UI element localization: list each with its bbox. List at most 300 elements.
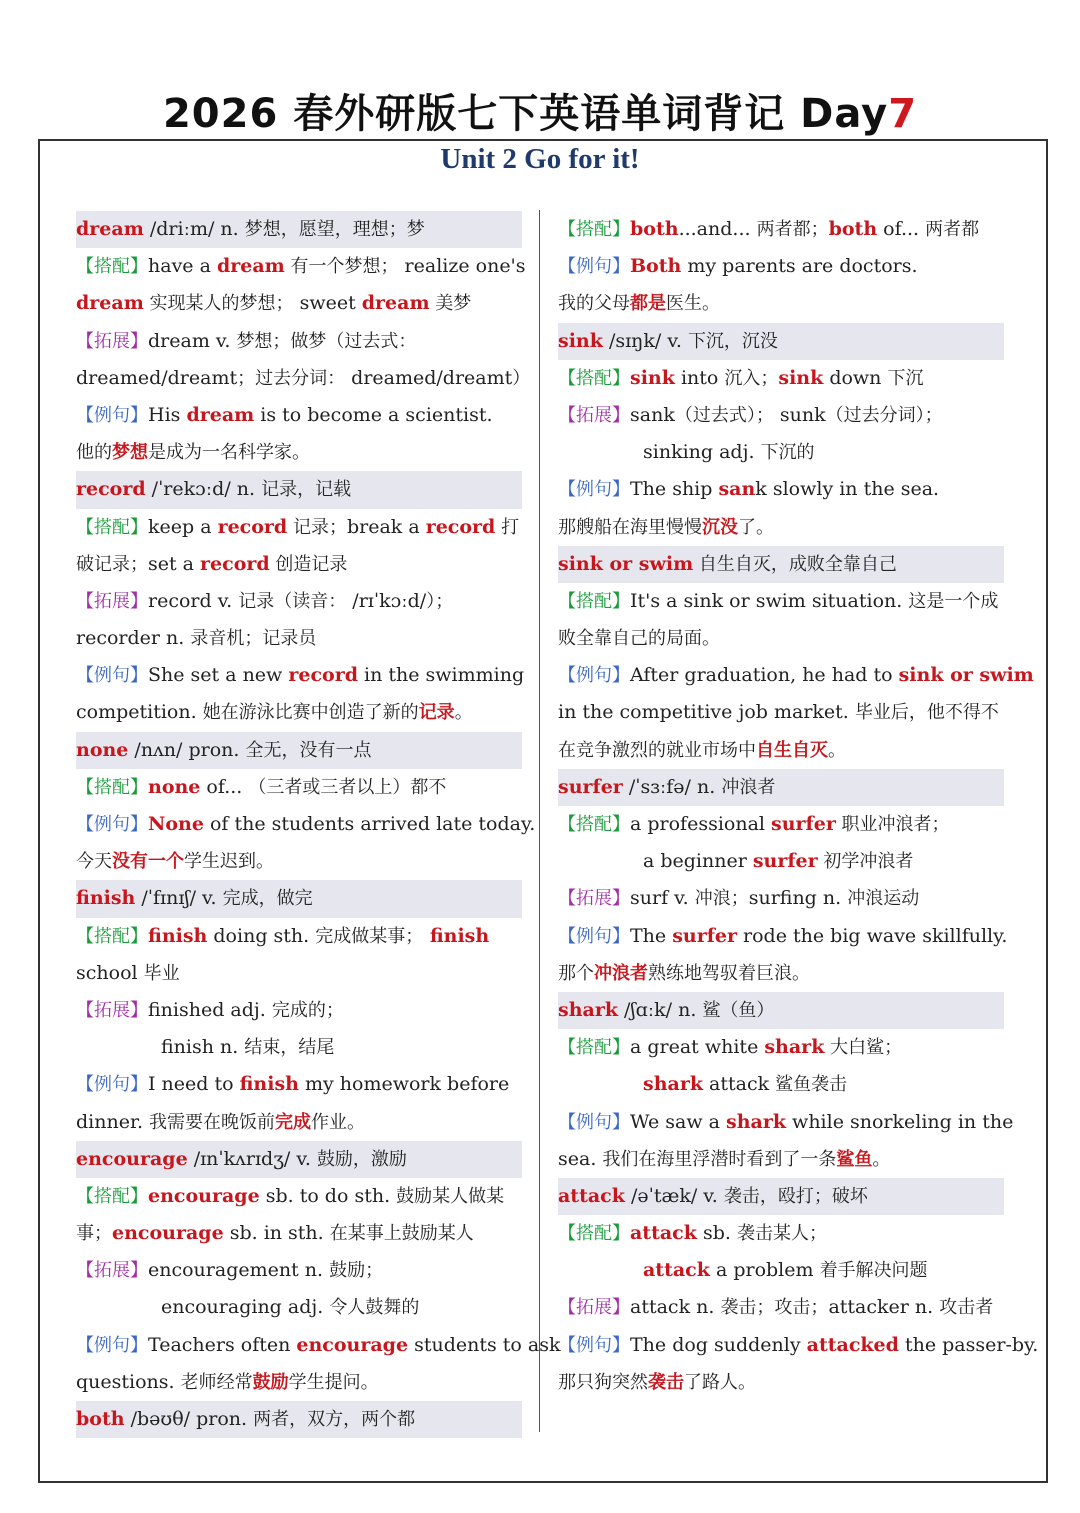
headword-row [558,992,1004,1029]
chinese-text: 鲨（鱼） [702,999,775,1021]
english-text: dreamed/dreamt [76,366,238,389]
chinese-text: 这是一个成 [908,590,999,612]
english-text: set a [148,552,201,575]
entry-line [76,1215,522,1252]
chinese-text: 完成，做完 [222,888,313,910]
chinese-text: 沉入； [724,367,779,389]
english-text: encouragement n. [148,1259,330,1282]
chinese-text: 自生自灭，成败全靠自己 [693,553,897,575]
chinese-text: 冲浪； [694,888,749,910]
english-text: surfing n. [748,887,848,910]
collocation-tag: 【搭配】 [76,516,148,538]
keyword: finish [423,924,490,947]
entry-line [76,546,522,583]
chinese-text: 在竞争激烈的就业市场中 [558,739,756,761]
english-text: the passer-by. [898,1333,1039,1356]
entry-line [76,918,522,955]
chinese-text: 鲨鱼袭击 [775,1074,848,1096]
keyword: sink or swim [558,552,694,575]
entry-line [558,248,1004,285]
chinese-text: 鼓励某人做某 [396,1185,505,1207]
column-divider [539,210,540,1432]
entry-line [558,1252,1004,1289]
keyword: None [148,813,204,835]
entry-line [76,955,522,992]
chinese-text: 着手解决问题 [819,1260,928,1282]
example-tag: 【例句】 [558,925,630,947]
entry-line [558,955,1004,992]
example-tag: 【例句】 [76,814,148,835]
keyword: Both [630,255,682,278]
english-text: while snorkeling in the [786,1110,1014,1133]
example-tag: 【例句】 [558,1111,630,1133]
english-text: sea. [558,1147,603,1170]
chinese-text: 全无，没有一点 [245,739,372,761]
keyword: record [200,552,270,575]
keyword: shark [558,998,618,1021]
keyword: attacked [806,1333,899,1356]
english-text: The [630,924,673,947]
english-text: After graduation, he had to [630,664,899,687]
highlight-translation: 冲浪者 [594,962,648,984]
english-text: /əˈtæk/ v. [624,1184,724,1207]
keyword: dream [76,218,144,240]
extension-tag: 【拓展】 [558,1297,630,1319]
english-text: We saw a [630,1110,727,1133]
highlight-translation: 自生自灭 [756,739,828,761]
highlight-translation: 沉没 [702,516,738,538]
english-text: /ˈfɪnɪʃ/ v. [135,887,223,910]
extension-tag: 【拓展】 [76,590,148,612]
chinese-text: 鼓励； [329,1260,384,1282]
english-text: students to ask [408,1333,561,1356]
chinese-text: 。 [454,702,473,724]
chinese-text: 有一个梦想； [284,256,399,278]
english-text: of the students arrived late today. [203,813,536,835]
right-column [558,211,1039,1401]
keyword: both [828,218,878,240]
entry-line [558,1029,1004,1066]
entry-line [76,434,522,471]
chinese-text: 结束，结尾 [244,1037,335,1059]
chinese-text: 那只狗突然 [558,1371,648,1393]
entry-line [558,1141,1004,1178]
entry-line [558,1104,1014,1141]
keyword: sink or swim [898,664,1034,687]
collocation-tag: 【搭配】 [558,367,630,389]
chinese-text: 破记录； [76,553,148,575]
chinese-text: 败全靠自己的局面。 [558,628,720,650]
entry-line [76,397,522,434]
english-text: sb. [696,1222,737,1245]
chinese-text: 两者都； [756,219,829,240]
chinese-text: 梦想；做梦（过去式： [236,330,417,352]
english-text: attack [703,1073,776,1096]
chinese-text: 攻击者 [939,1297,994,1319]
entry-line [558,360,1004,397]
extension-tag: 【拓展】 [76,999,148,1021]
keyword: finish [148,924,208,947]
keyword: attack [630,1222,697,1245]
keyword: record [217,515,288,538]
chinese-text: 我的父母 [558,293,630,315]
page-title [0,82,1080,139]
english-text: /driːm/ n. [143,218,245,240]
english-text: a problem [709,1259,820,1282]
entry-line [76,694,522,731]
chinese-text: 事； [76,1223,112,1245]
english-text: of... [200,775,249,798]
page-title-day-number: 7 [888,91,918,137]
chinese-text: 实现某人的梦想； [143,293,294,315]
entry-line [76,1327,561,1364]
chinese-text: 作业。 [311,1111,366,1133]
chinese-text: 他的 [76,442,112,464]
chinese-text: 袭击某人； [736,1223,827,1245]
english-text: It's a sink or swim situation. [630,589,909,612]
english-text: sb. to do sth. [259,1184,397,1207]
entry-line [76,1289,522,1326]
chinese-text: 记录（读音： [238,590,347,612]
english-text: a professional [630,813,772,835]
entry-line [76,620,522,657]
english-text: realize one's [398,255,526,278]
keyword: shark [726,1110,787,1133]
highlight-translation: 鼓励 [252,1371,289,1393]
collocation-tag: 【搭配】 [76,925,148,947]
entry-line [558,620,1004,657]
keyword: record [76,478,146,501]
entry-line [558,806,1004,843]
headword-row [76,880,522,917]
extension-tag: 【拓展】 [76,1260,148,1282]
english-text: down [823,366,888,389]
chinese-text: （过去分词）； [825,404,943,426]
keyword: dream [216,255,285,278]
left-column [76,211,561,1438]
chinese-text: 两者都 [925,219,980,240]
entry-line [558,657,1034,694]
chinese-text: 在某事上鼓励某人 [329,1223,474,1245]
chinese-text: 学生迟到。 [184,851,274,873]
english-text: have a [148,255,217,278]
chinese-text: 那艘船在海里慢慢 [558,516,702,538]
english-text: /ʃɑːk/ n. [618,998,703,1021]
chinese-text: 熟练地驾驭着巨浪。 [648,962,810,984]
english-text: The ship [630,478,719,501]
entry-line [76,806,536,843]
collocation-tag: 【搭配】 [558,219,630,240]
keyword: encourage [112,1222,224,1245]
chinese-text: 学生提问。 [288,1371,379,1393]
example-tag: 【例句】 [76,1074,148,1096]
entry-line [558,434,1004,471]
english-text: /ˈsɜːfə/ n. [622,775,722,798]
headword-row [558,769,1004,806]
entry-line [76,769,522,806]
keyword: encourage [148,1184,260,1207]
english-text: The dog suddenly [630,1333,807,1356]
chinese-text: 毕业后，他不得不 [854,702,999,724]
headword-row [558,1178,1004,1215]
entry-line [76,509,522,546]
keyword: both [630,218,679,240]
chinese-text: 今天 [76,851,112,873]
chinese-text: 下沉 [887,367,924,389]
english-text: doing sth. [207,924,316,947]
headword-row [558,323,1004,360]
keyword: sink [630,366,675,389]
english-text: surf v. [630,887,695,910]
keyword: surfer [771,813,836,835]
keyword: dream [361,292,430,315]
entry-line [558,1327,1039,1364]
entry-line [558,1289,1004,1326]
entry-line [76,1029,522,1066]
collocation-tag: 【搭配】 [558,1037,630,1059]
english-text: rode the big wave skillfully. [737,924,1008,947]
chinese-text: 是成为一名科学家。 [148,442,310,464]
example-tag: 【例句】 [76,1334,148,1356]
entry-line [76,248,526,285]
english-text: ...and... [678,218,757,240]
chinese-text: 老师经常 [180,1371,253,1393]
chinese-text: 我需要在晚饭前 [149,1111,276,1133]
entry-line [76,285,522,322]
english-text: sinking adj. [643,441,761,464]
page-title-main: 2026 春外研版七下英语单词背记 Day [162,91,889,137]
english-text: /nʌn/ pron. [128,738,246,761]
english-text: my parents are doctors. [681,255,918,278]
entry-line [76,1178,522,1215]
chinese-text: 。 [828,739,846,761]
keyword: both [76,1408,125,1430]
chinese-text: 袭击，殴打；破坏 [723,1185,868,1207]
entry-line [558,583,1004,620]
collocation-tag: 【搭配】 [558,1223,630,1245]
english-text: my homework before [298,1073,510,1096]
chinese-text: 令人鼓舞的 [329,1297,420,1319]
keyword: none [76,738,129,761]
english-text: in the competitive job market. [558,701,855,724]
chinese-text: 美梦 [429,293,472,315]
chinese-text: 录音机；记录员 [190,628,317,650]
entry-line [558,471,1004,508]
english-text: recorder n. [76,627,191,650]
headword-row [76,471,522,508]
chinese-text: 下沉的 [760,442,815,464]
keyword: encourage [76,1147,188,1170]
keyword: sink [778,366,824,389]
entry-line [76,583,522,620]
collocation-tag: 【搭配】 [76,1185,148,1207]
entry-line [76,323,522,360]
entry-line [76,843,522,880]
chinese-text: 下沉，沉没 [687,330,778,352]
chinese-text: 袭击；攻击； [720,1297,829,1319]
highlight-translation: 鲨鱼 [836,1148,873,1170]
english-text: into [674,366,725,389]
english-text: finish n. [161,1036,245,1059]
english-text: a beginner [643,850,753,873]
chinese-text: 毕业 [143,962,180,984]
english-text: attacker n. [828,1296,940,1319]
english-text: keep a [148,515,218,538]
english-text: sb. in sth. [223,1222,330,1245]
english-text: /sɪŋk/ v. [602,329,688,352]
english-text: questions. [76,1370,181,1393]
entry-line [76,1252,522,1289]
chinese-text: 。 [872,1148,891,1170]
keyword: attack [643,1259,710,1282]
collocation-tag: 【搭配】 [558,590,630,612]
entry-line [558,211,1004,248]
english-text: a great white [630,1036,765,1059]
keyword: attack [558,1184,625,1207]
chinese-text: 了。 [738,516,774,538]
collocation-tag: 【搭配】 [558,814,630,835]
english-text: competition. [76,701,203,724]
headword-row [76,1141,522,1178]
chinese-text: 记录； [287,516,347,538]
entry-line [76,1364,522,1401]
chinese-text: 大白鲨； [824,1037,903,1059]
english-text: Teachers often [148,1333,297,1356]
headword-row [76,1401,522,1438]
highlight-translation: 完成 [275,1111,312,1133]
chinese-text: 那个 [558,962,594,984]
extension-tag: 【拓展】 [558,888,630,910]
english-text: in the swimming [358,664,525,687]
headword-row [76,211,522,248]
chinese-text: （过去式）； [674,404,774,426]
keyword: san [718,478,756,501]
english-text: sweet [293,292,362,315]
example-tag: 【例句】 [558,256,630,278]
entry-line [558,285,1004,322]
keyword: finish [239,1073,299,1096]
chinese-text: ） [512,367,531,389]
entry-line [558,1364,1004,1401]
chinese-text: 初学冲浪者 [817,851,914,873]
keyword: record [425,515,496,538]
unit-title: Unit 2 Go for it! [440,143,640,175]
highlight-translation: 梦想 [112,442,148,464]
entry-line [558,843,1004,880]
keyword: record [288,664,358,687]
entry-line [558,732,1004,769]
english-text: is to become a scientist. [254,403,493,426]
entry-line [558,397,1004,434]
english-text: /bəʊθ/ pron. [124,1408,254,1430]
example-tag: 【例句】 [76,665,148,687]
english-text: /ˈrekɔːd/ n. [145,478,262,501]
entry-line [558,1215,1004,1252]
keyword: dream [186,403,255,426]
chinese-text: 冲浪者 [721,776,776,798]
english-text: I need to [148,1073,240,1096]
english-text: school [76,961,144,984]
highlight-translation: 都是 [630,293,666,315]
entry-line [558,1066,1004,1103]
english-text: His [148,403,187,426]
english-text: dinner. [76,1110,150,1133]
entry-line [558,694,1004,731]
headword-row [76,732,522,769]
english-text: dreamed/dreamt [345,366,513,389]
highlight-translation: 袭击 [648,1371,684,1393]
english-text: /ɪnˈkʌrɪdʒ/ v. [187,1147,317,1170]
keyword: surfer [672,924,737,947]
keyword: shark [643,1073,703,1096]
chinese-text: 了路人。 [684,1371,756,1393]
chinese-text: 完成做某事； [315,925,424,947]
keyword: finish [76,887,136,910]
english-text: encouraging adj. [161,1296,330,1319]
keyword: dream [76,292,144,315]
headword-row [558,546,1004,583]
collocation-tag: 【搭配】 [76,256,148,278]
example-tag: 【例句】 [558,1334,630,1356]
highlight-translation: 记录 [418,702,455,724]
example-tag: 【例句】 [558,479,630,501]
english-text: dream v. [148,329,237,352]
entry-line [76,1104,522,1141]
english-text: attack n. [630,1296,721,1319]
english-text: break a [346,515,426,538]
entry-line [558,880,1004,917]
entry-line [76,360,531,397]
english-text: finished adj. [148,998,272,1021]
entry-line [76,1066,522,1103]
chinese-text: 创造记录 [269,553,348,575]
chinese-text: 梦想，愿望，理想；梦 [244,219,425,240]
keyword: encourage [296,1333,409,1356]
chinese-text: 职业冲浪者； [835,814,950,835]
english-text: sank [630,403,675,426]
chinese-text: 记录，记载 [261,479,352,501]
extension-tag: 【拓展】 [558,404,630,426]
chinese-text: （三者或三者以上）都不 [248,776,447,798]
example-tag: 【例句】 [558,665,630,687]
chinese-text: 医生。 [666,293,720,315]
chinese-text: 鼓励，激励 [316,1148,407,1170]
chinese-text: ）； [426,590,454,612]
example-tag: 【例句】 [76,404,148,426]
keyword: surfer [752,850,818,873]
entry-line [76,992,522,1029]
collocation-tag: 【搭配】 [76,776,148,798]
entry-line [76,657,525,694]
keyword: shark [764,1036,825,1059]
chinese-text: 打 [495,516,520,538]
keyword: none [148,775,201,798]
chinese-text: 两者，双方，两个都 [253,1409,416,1430]
chinese-text: 冲浪运动 [847,888,920,910]
chinese-text: 她在游泳比赛中创造了新的 [202,702,419,724]
entry-line [558,918,1008,955]
chinese-text: 完成的； [271,999,344,1021]
english-text: of... [877,218,926,240]
highlight-translation: 没有一个 [112,851,184,873]
english-text: sunk [773,403,826,426]
english-text: record v. [148,589,239,612]
english-text: She set a new [148,664,289,687]
extension-tag: 【拓展】 [76,330,148,352]
chinese-text: ；过去分词： [237,367,346,389]
keyword: surfer [558,775,623,798]
chinese-text: 我们在海里浮潜时看到了一条 [602,1148,837,1170]
